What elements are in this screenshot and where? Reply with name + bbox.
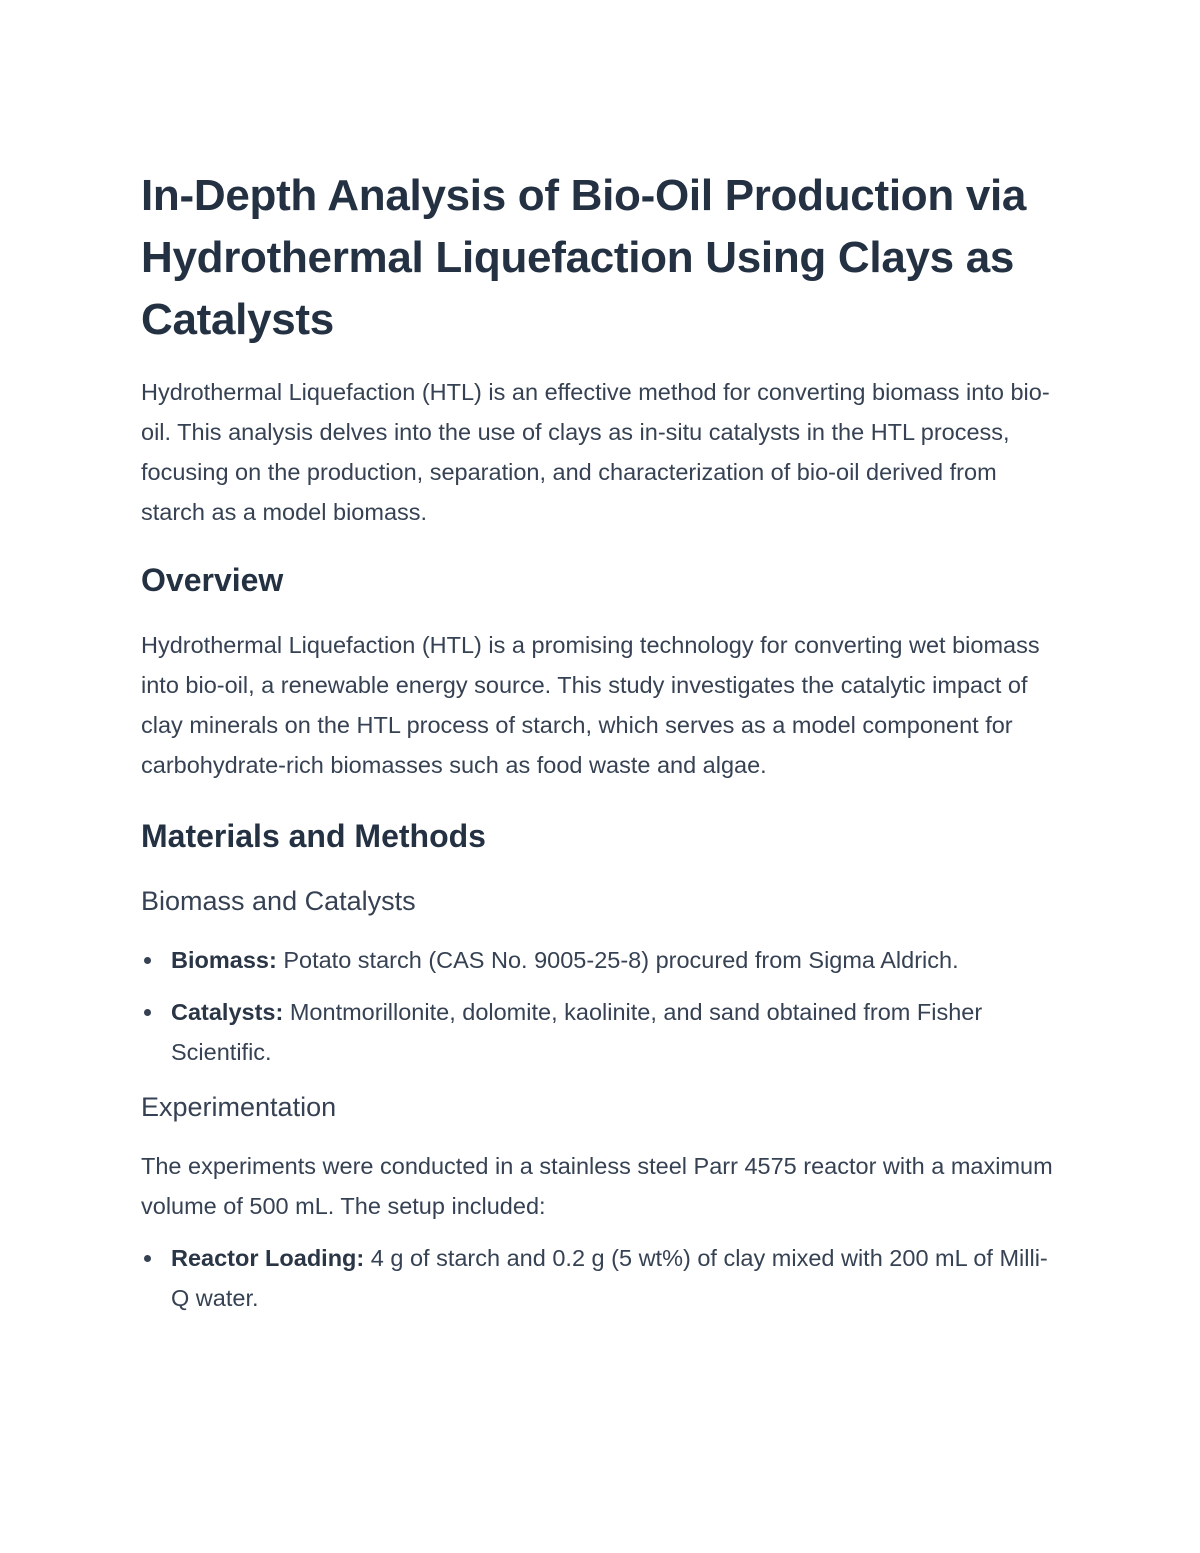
experimentation-paragraph: The experiments were conducted in a stainless steel Parr 4575 reactor with a maximum volume of 500 mL. The setup included: xyxy=(141,1153,1053,1219)
biomass-catalysts-heading: Biomass and Catalysts xyxy=(141,886,416,916)
list-item-text: Potato starch (CAS No. 9005-25-8) procured from Sigma Aldrich. xyxy=(276,947,959,973)
document-page xyxy=(141,165,1066,1318)
list-item xyxy=(141,1238,1066,1318)
experimentation-heading: Experimentation xyxy=(141,1092,337,1122)
bullet-icon xyxy=(144,1255,151,1262)
bullet-icon xyxy=(144,957,151,964)
list-item-label: Catalysts: xyxy=(171,999,284,1025)
list-item xyxy=(141,992,1066,1072)
materials-methods-heading: Materials and Methods xyxy=(141,818,486,854)
intro-paragraph: Hydrothermal Liquefaction (HTL) is an effective method for converting biomass into bio-oil. This analysis delves into the use of clays as in-situ catalysts in the HTL process, focusing on the production, separation, and characterization of bio-oil derived from starch as a model biomass. xyxy=(141,379,1050,525)
overview-heading: Overview xyxy=(141,562,284,598)
biomass-catalysts-list xyxy=(141,940,1066,1072)
list-item-text: 4 g of starch and 0.2 g (5 wt%) of clay mixed with 200 mL of Milli-Q water. xyxy=(171,1245,1048,1311)
overview-paragraph: Hydrothermal Liquefaction (HTL) is a promising technology for converting wet biomass into bio-oil, a renewable energy source. This study investigates the catalytic impact of clay minerals on the HTL process of starch, which serves as a model component for carbohydrate-rich biomasses such as food waste and algae. xyxy=(141,632,1040,778)
bullet-icon xyxy=(144,1009,151,1016)
list-item-label: Reactor Loading: xyxy=(171,1245,365,1271)
document-title: In-Depth Analysis of Bio-Oil Production via Hydrothermal Liquefaction Using Clays as Catalysts xyxy=(141,171,1027,344)
list-item xyxy=(141,940,1066,980)
setup-list xyxy=(141,1238,1066,1318)
list-item-text: Montmorillonite, dolomite, kaolinite, and sand obtained from Fisher Scientific. xyxy=(171,999,983,1065)
list-item-label: Biomass: xyxy=(171,947,277,973)
